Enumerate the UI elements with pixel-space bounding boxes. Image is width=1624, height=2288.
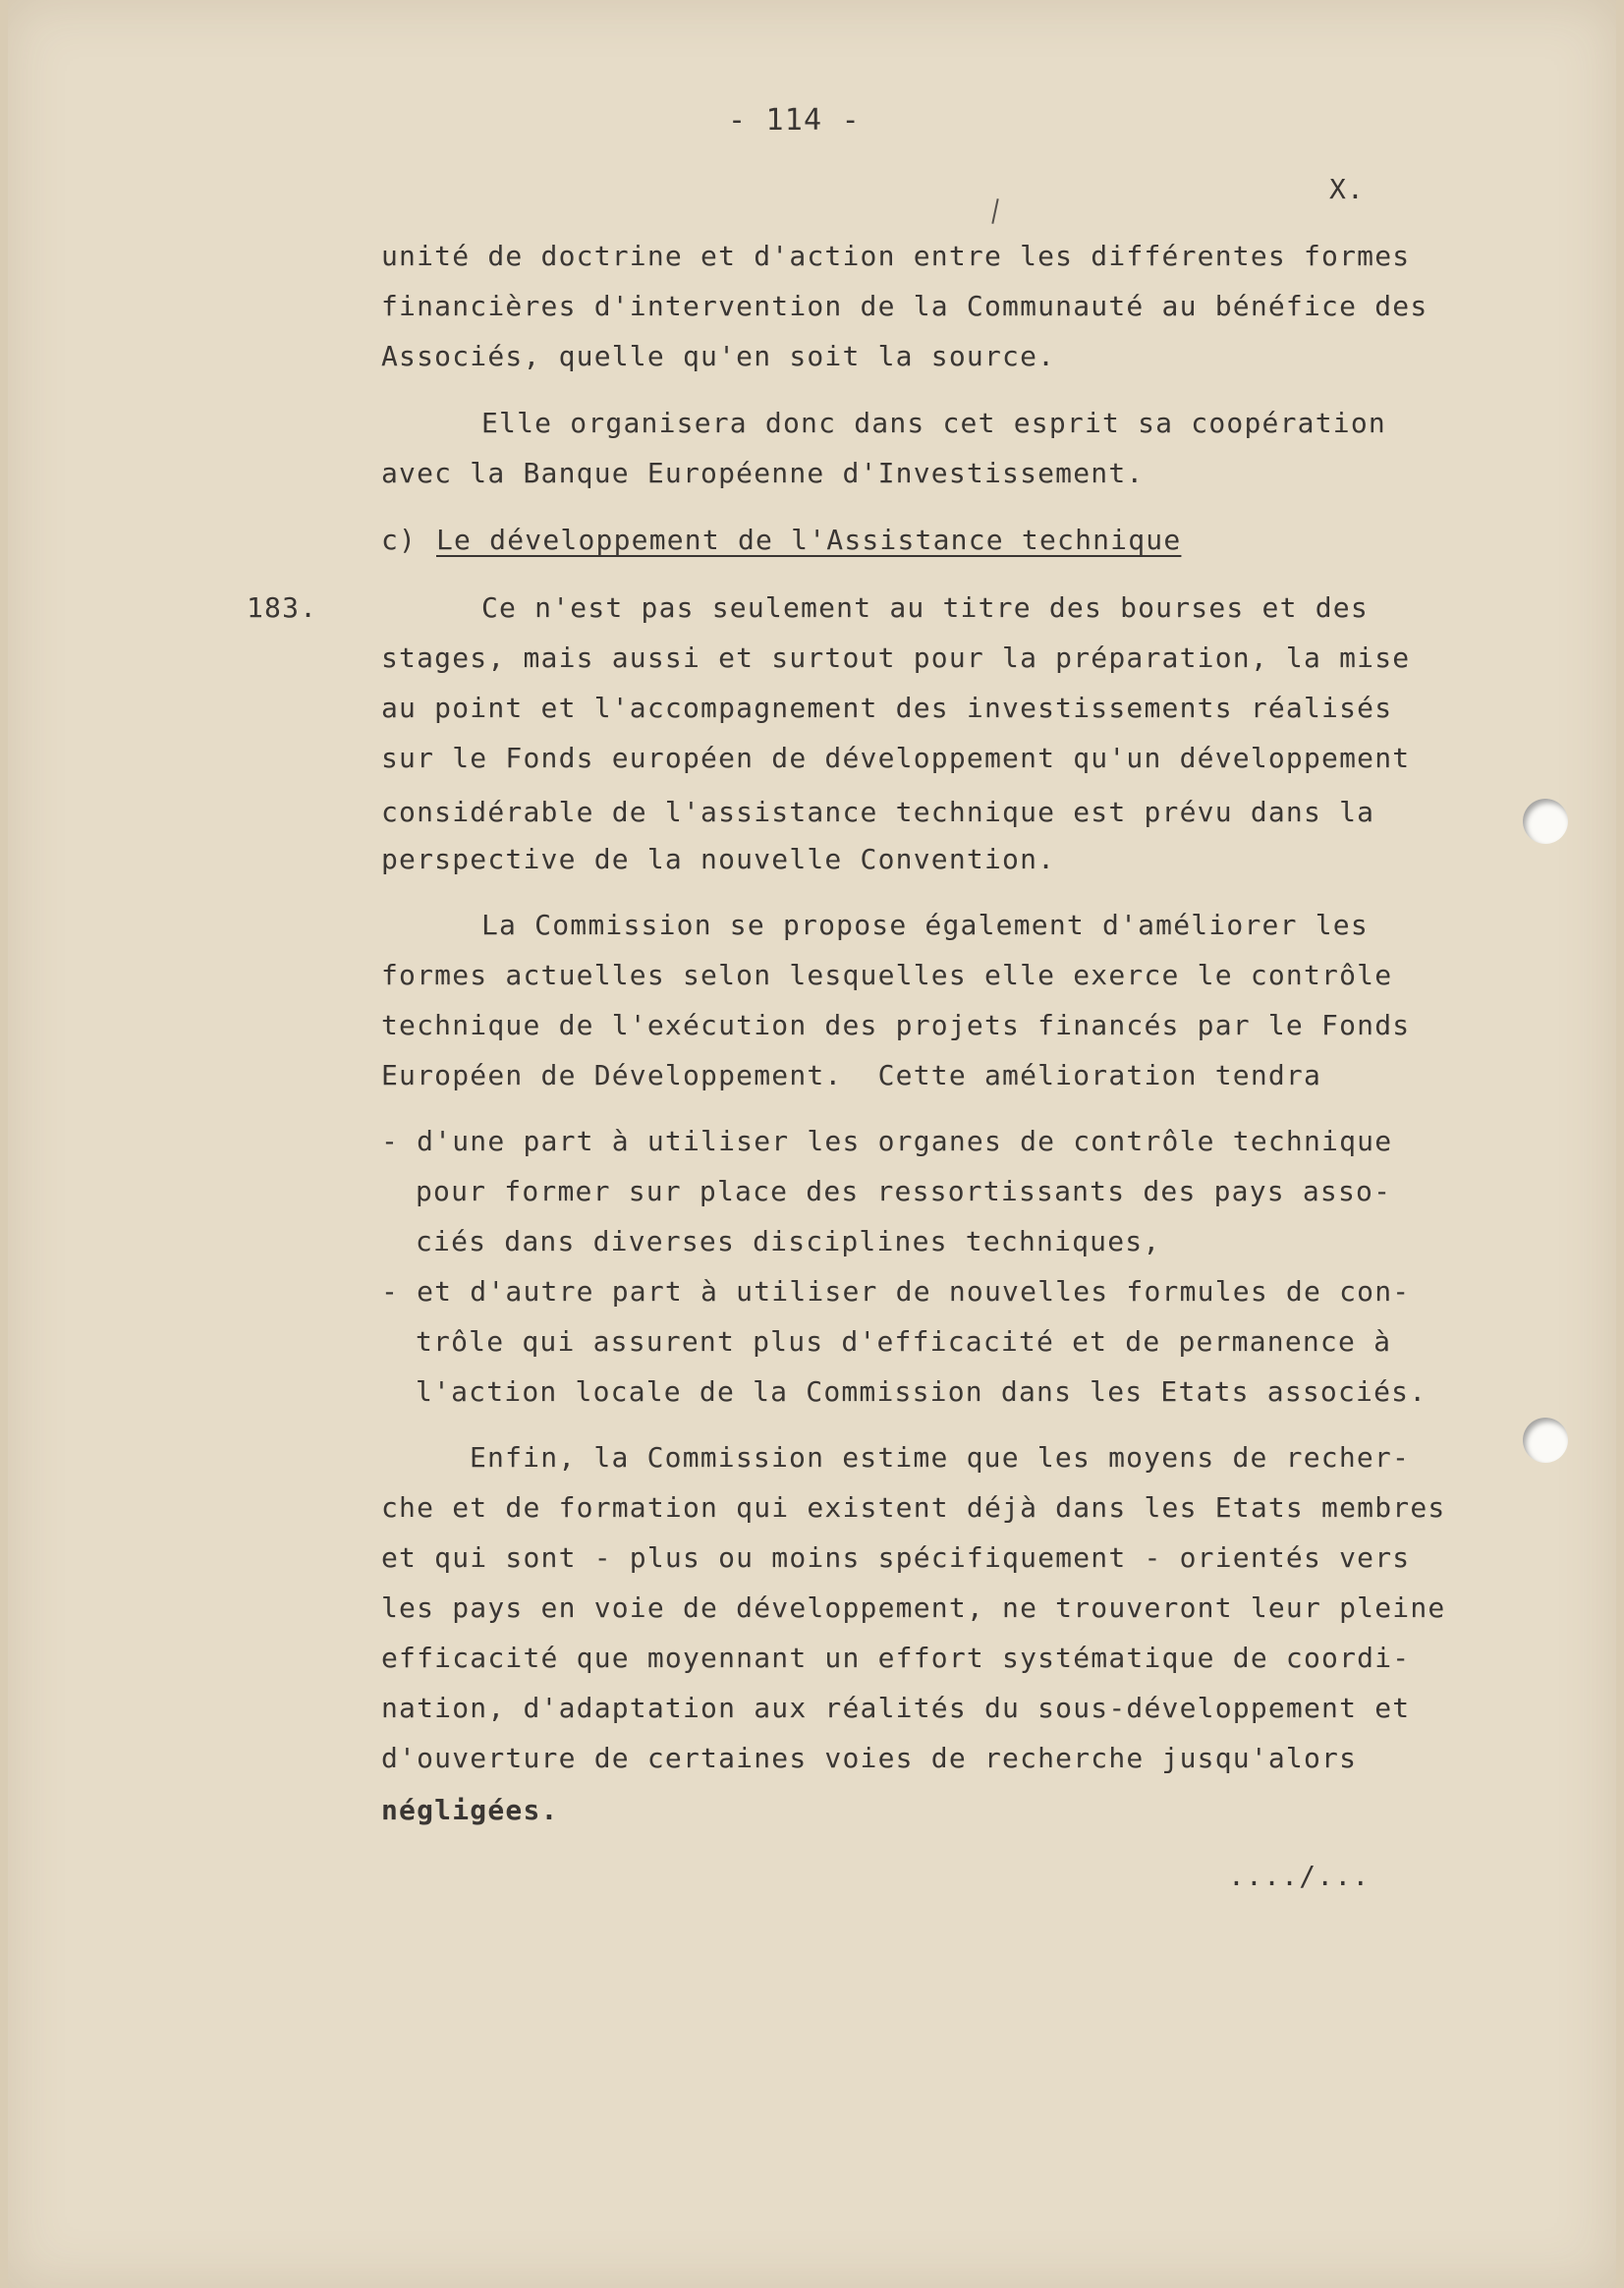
list-item: ciés dans diverses disciplines techniques, xyxy=(416,1225,1161,1257)
text-line: et qui sont - plus ou moins spécifiquement - orientés vers xyxy=(381,1541,1411,1574)
punch-hole xyxy=(1523,799,1568,844)
list-item: - d'une part à utiliser les organes de contrôle technique xyxy=(381,1125,1393,1157)
continuation-mark: ..../... xyxy=(1228,1860,1371,1892)
text-line: Enfin, la Commission estime que les moyens de recher- xyxy=(470,1441,1411,1474)
text-line: d'ouverture de certaines voies de recherche jusqu'alors xyxy=(381,1742,1358,1774)
list-item: trôle qui assurent plus d'efficacité et de permanence à xyxy=(416,1325,1392,1358)
section-heading-title: Le développement de l'Assistance technique xyxy=(436,524,1182,556)
text-line: che et de formation qui existent déjà dans les Etats membres xyxy=(381,1491,1446,1524)
list-item: - et d'autre part à utiliser de nouvelles formules de con- xyxy=(381,1275,1411,1308)
list-item: l'action locale de la Commission dans les Etats associés. xyxy=(416,1375,1428,1408)
text-line: au point et l'accompagnement des investissements réalisés xyxy=(381,692,1393,724)
text-line: les pays en voie de développement, ne trouveront leur pleine xyxy=(381,1591,1446,1624)
text-line: considérable de l'assistance technique est prévu dans la xyxy=(381,796,1375,828)
pen-mark xyxy=(991,198,998,224)
text-line: négligées. xyxy=(381,1794,559,1826)
punch-hole xyxy=(1523,1418,1568,1463)
paragraph-number: 183. xyxy=(247,591,318,624)
text-line: Européen de Développement. Cette amélioration tendra xyxy=(381,1059,1322,1091)
section-heading-prefix: c) xyxy=(381,524,418,556)
text-line: nation, d'adaptation aux réalités du sous-développement et xyxy=(381,1692,1411,1724)
text-line: efficacité que moyennant un effort systématique de coordi- xyxy=(381,1642,1411,1674)
text-line: Elle organisera donc dans cet esprit sa coopération xyxy=(481,407,1386,439)
text-line: avec la Banque Européenne d'Investissement. xyxy=(381,457,1145,489)
text-line: unité de doctrine et d'action entre les différentes formes xyxy=(381,240,1411,272)
section-mark: X. xyxy=(1329,173,1366,205)
document-page xyxy=(8,0,1616,2288)
text-line: stages, mais aussi et surtout pour la préparation, la mise xyxy=(381,642,1411,674)
text-line: La Commission se propose également d'améliorer les xyxy=(481,909,1369,941)
text-line: formes actuelles selon lesquelles elle exerce le contrôle xyxy=(381,959,1393,991)
text-line: technique de l'exécution des projets financés par le Fonds xyxy=(381,1009,1411,1041)
page-number: - 114 - xyxy=(728,103,861,138)
text-line: Ce n'est pas seulement au titre des bourses et des xyxy=(481,591,1369,624)
text-line: financières d'intervention de la Communauté au bénéfice des xyxy=(381,290,1428,322)
text-line: perspective de la nouvelle Convention. xyxy=(381,843,1056,875)
text-line: Associés, quelle qu'en soit la source. xyxy=(381,340,1056,372)
text-line: sur le Fonds européen de développement qu'un développement xyxy=(381,742,1411,774)
list-item: pour former sur place des ressortissants des pays asso- xyxy=(416,1175,1392,1207)
